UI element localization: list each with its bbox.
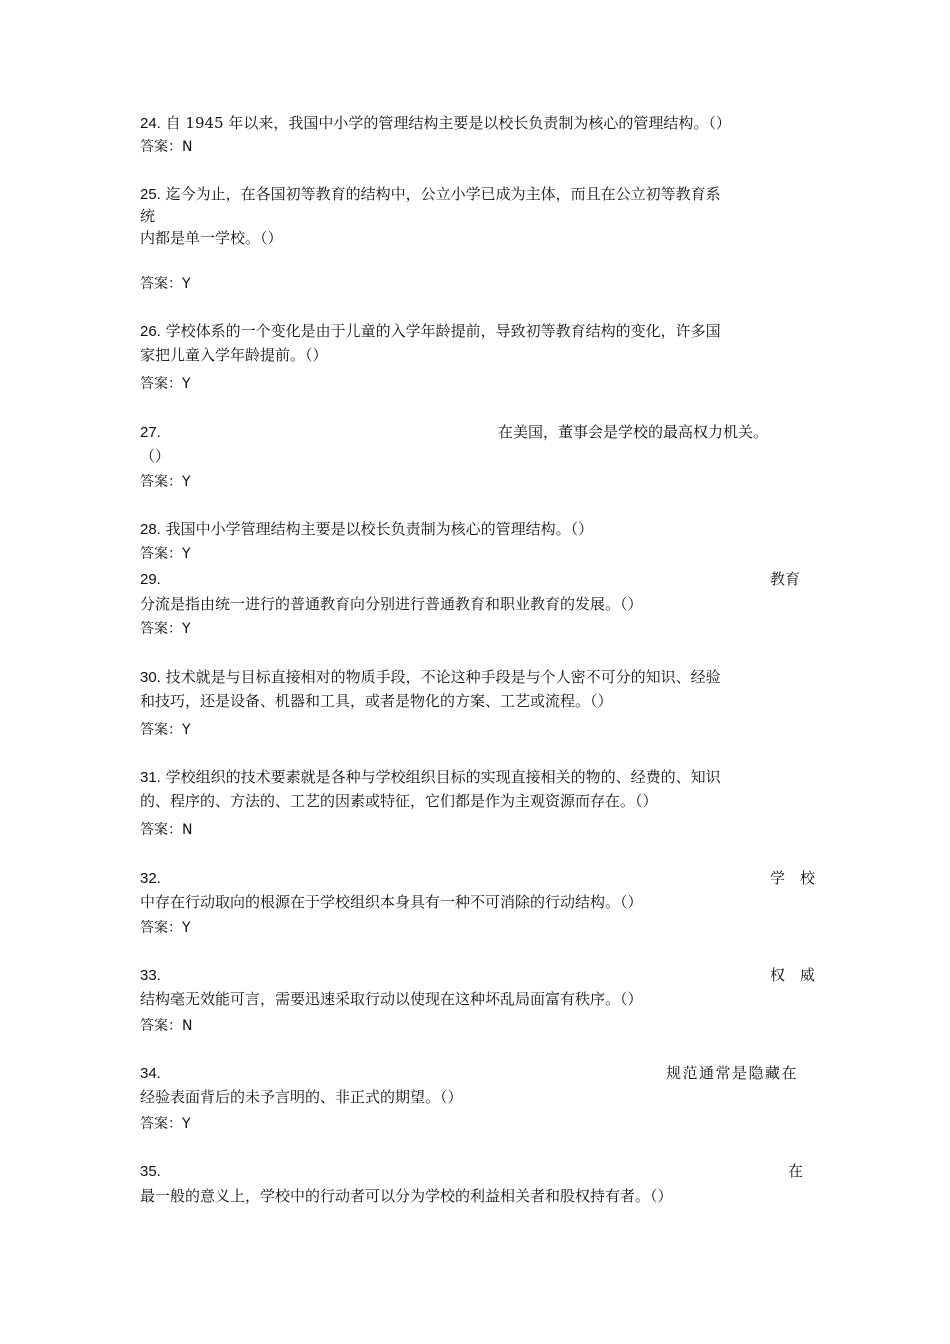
question-27 — [140, 421, 820, 444]
question-text-line: 统 — [140, 207, 156, 225]
question-number: 32. — [140, 870, 161, 887]
answer-30: 答案：Y — [140, 722, 191, 738]
question-text: 技术就是与目标直接相对的物质手段，不论这种手段是与个人密不可分的知识、经验 — [165, 668, 721, 686]
question-number: 26. — [140, 323, 161, 340]
question-33 — [140, 964, 820, 987]
question-text: 迄今为止，在各国初等教育的结构中，公立小学已成为主体，而且在公立初等教育系 — [165, 185, 721, 203]
question-number: 29. — [140, 571, 161, 588]
question-text-line: 的、程序的、方法的、工艺的因素或特征，它们都是作为主观资源而存在。（） — [140, 792, 658, 810]
question-35 — [140, 1160, 820, 1183]
question-number: 27. — [140, 424, 161, 441]
answer-26: 答案：Y — [140, 376, 191, 392]
question-31 — [140, 766, 820, 789]
question-28 — [140, 518, 820, 541]
question-text-line: 中存在行动取向的根源在于学校组织本身具有一种不可消除的行动结构。（） — [140, 893, 643, 911]
question-25 — [140, 183, 820, 206]
question-number: 24. — [140, 115, 161, 132]
answer-27: 答案：Y — [140, 474, 191, 490]
question-text: 规范通常是隐藏在 — [666, 1064, 799, 1082]
answer-28: 答案：Y — [140, 546, 191, 562]
question-number: 30. — [140, 669, 161, 686]
question-text-line: 和技巧，还是设备、机器和工具，或者是物化的方案、工艺或流程。（） — [140, 692, 613, 710]
answer-32: 答案：Y — [140, 920, 191, 936]
answer-25: 答案：Y — [140, 276, 191, 292]
question-32 — [140, 867, 820, 890]
question-text: 我国中小学管理结构主要是以校长负责制为核心的管理结构。（） — [165, 520, 594, 538]
question-text: 权 威 — [770, 966, 816, 984]
question-text-line: 最一般的意义上，学校中的行动者可以分为学校的利益相关者和股权持有者。（） — [140, 1187, 673, 1205]
question-26 — [140, 320, 820, 343]
question-number: 35. — [140, 1163, 161, 1180]
question-number: 28. — [140, 521, 161, 538]
question-text: 在美国，董事会是学校的最高权力机关。 — [498, 423, 769, 441]
question-number: 25. — [140, 186, 161, 203]
question-text: 学校组织的技术要素就是各种与学校组织目标的实现直接相关的物的、经费的、知识 — [165, 768, 721, 786]
question-number: 31. — [140, 769, 161, 786]
answer-24: 答案：N — [140, 139, 193, 155]
answer-31: 答案：N — [140, 822, 193, 838]
question-number: 34. — [140, 1065, 161, 1082]
question-text-line: 家把儿童入学年龄提前。（） — [140, 346, 328, 364]
question-text: 学 校 — [770, 869, 816, 887]
question-text-line: 结构毫无效能可言，需要迅速采取行动以使现在这种坏乱局面富有秩序。（） — [140, 990, 643, 1008]
question-text-line: 经验表面背后的未予言明的、非正式的期望。（） — [140, 1088, 463, 1106]
question-text-line: （） — [140, 447, 171, 465]
question-number: 33. — [140, 967, 161, 984]
question-text: 在 — [788, 1162, 804, 1180]
question-29 — [140, 568, 820, 591]
question-text: 自 1945 年以来，我国中小学的管理结构主要是以校长负责制为核心的管理结构。（） — [165, 114, 731, 132]
question-text: 教育 — [770, 570, 801, 588]
question-text-line: 内都是单一学校。（） — [140, 229, 283, 247]
answer-33: 答案：N — [140, 1018, 193, 1034]
question-30 — [140, 666, 820, 689]
question-text: 学校体系的一个变化是由于儿童的入学年龄提前，导致初等教育结构的变化，许多国 — [165, 322, 721, 340]
answer-34: 答案：Y — [140, 1116, 191, 1132]
question-24 — [140, 112, 820, 135]
question-text-line: 分流是指由统一进行的普通教育向分别进行普通教育和职业教育的发展。（） — [140, 595, 643, 613]
question-34 — [140, 1062, 820, 1085]
answer-29: 答案：Y — [140, 621, 191, 637]
